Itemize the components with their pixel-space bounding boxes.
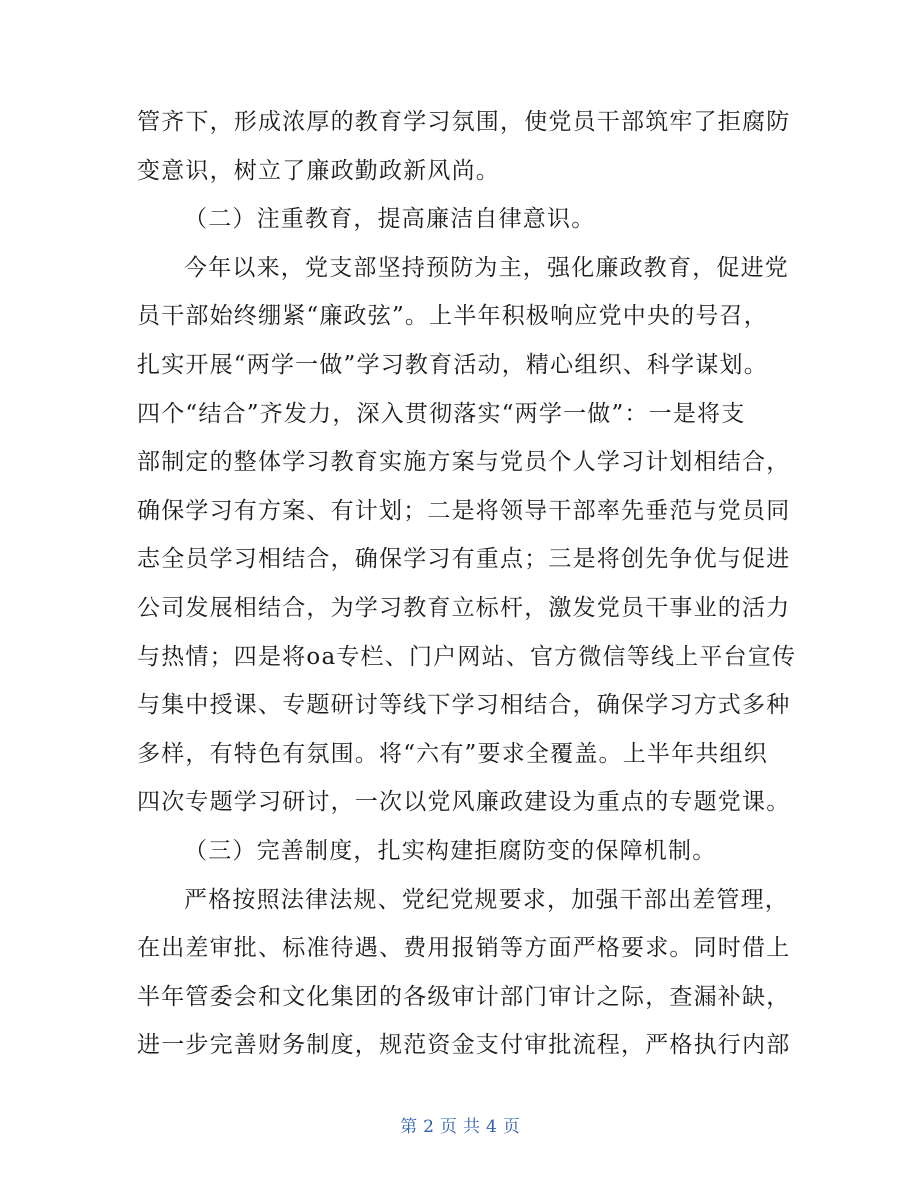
text-line: 半年管委会和文化集团的各级审计部门审计之际，查漏补缺，	[137, 983, 791, 1010]
text-line: 扎实开展“两学一做”学习教育活动，精心组织、科学谋划。	[137, 351, 768, 378]
text-line: 管齐下，形成浓厚的教育学习氛围，使党员干部筑牢了拒腐防	[137, 109, 791, 135]
text-line: 变意识，树立了廉政勤政新风尚。	[137, 157, 500, 184]
footer-total-label: 共	[463, 1117, 480, 1137]
text-line: 确保学习有方案、有计划；二是将领导干部率先垂范与党员同	[137, 497, 791, 524]
text-line: 与集中授课、专题研讨等线下学习相结合，确保学习方式多种	[137, 692, 791, 719]
footer-current-page: 2	[423, 1117, 434, 1137]
text-line: 今年以来，党支部坚持预防为主，强化廉政教育，促进党	[184, 254, 789, 281]
text-line: 严格按照法律法规、党纪党规要求，加强干部出差管理，	[184, 886, 789, 913]
section-heading: （二）注重教育，提高廉洁自律意识。	[184, 206, 596, 233]
text-line: 公司发展相结合，为学习教育立标杆，激发党员干事业的活力	[137, 594, 791, 621]
footer-total-pages: 4	[486, 1117, 497, 1137]
text-line: 员干部始终绷紧“廉政弦”。上半年积极响应党中央的号召，	[137, 303, 768, 330]
footer-page-unit: 页	[440, 1117, 457, 1137]
text-line: 志全员学习相结合，确保学习有重点；三是将创先争优与促进	[137, 546, 791, 573]
text-line: 多样，有特色有氛围。将“六有”要求全覆盖。上半年共组织	[137, 740, 768, 767]
footer-page-unit-2: 页	[502, 1117, 520, 1137]
text-line: 在出差审批、标准待遇、费用报销等方面严格要求。同时借上	[137, 935, 791, 962]
text-line: 四个“结合”齐发力，深入贯彻落实“两学一做”：一是将支	[137, 400, 746, 427]
document-body	[137, 98, 797, 1070]
text-line: 部制定的整体学习教育实施方案与党员个人学习计划相结合，	[137, 449, 791, 476]
footer-prefix: 第	[400, 1117, 418, 1137]
text-line: 与热情；四是将oa专栏、门户网站、官方微信等线上平台宣传	[137, 643, 797, 670]
text-line: 四次专题学习研讨，一次以党风廉政建设为重点的专题党课。	[137, 789, 791, 816]
page-footer	[0, 1112, 920, 1137]
text-line: 进一步完善财务制度，规范资金支付审批流程，严格执行内部	[137, 1032, 791, 1059]
section-heading: （三）完善制度，扎实构建拒腐防变的保障机制。	[184, 837, 717, 864]
